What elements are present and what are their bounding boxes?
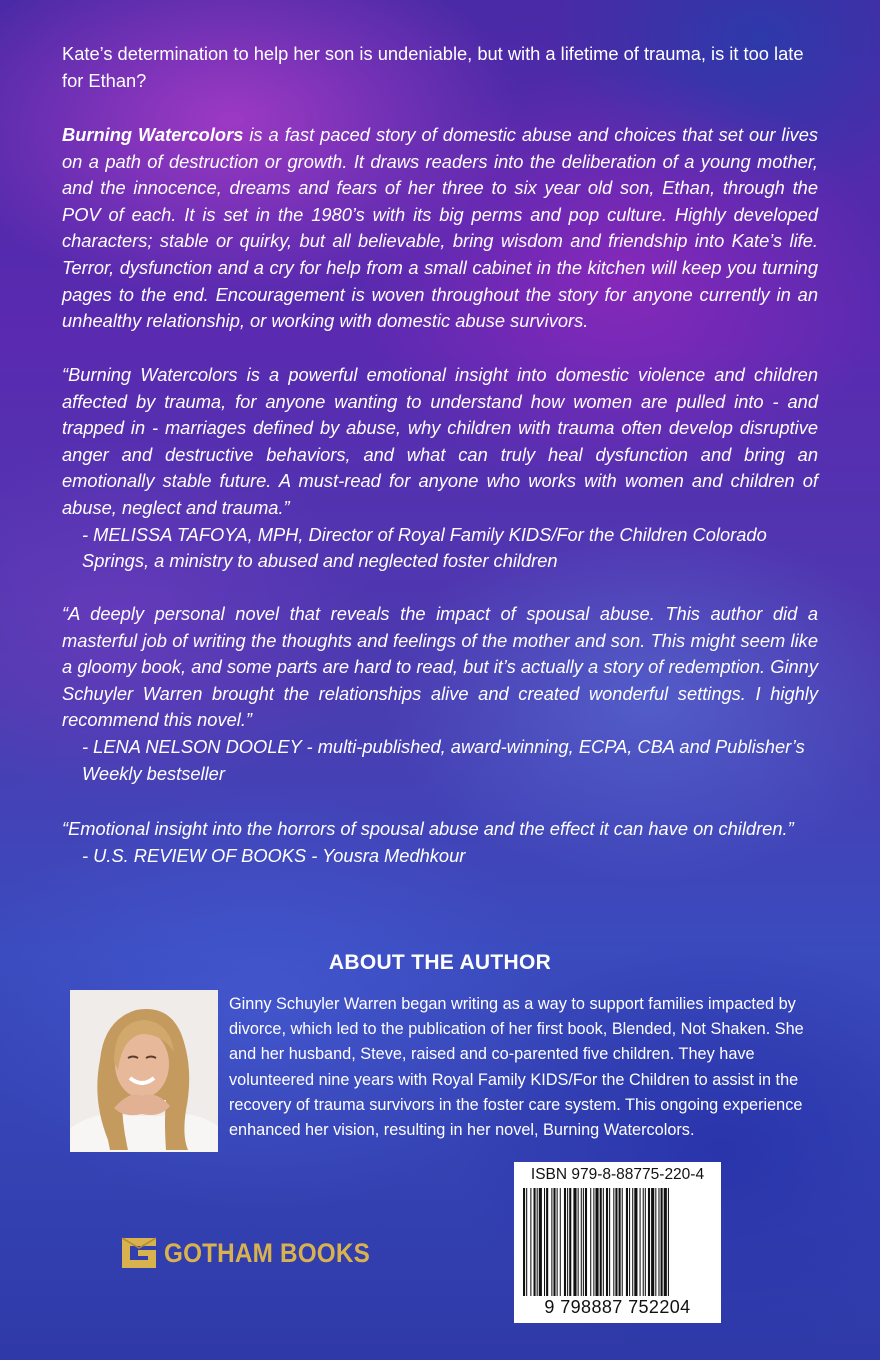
review-quote: “Emotional insight into the horrors of spousal abuse and the effect it can have on children.” [62, 818, 794, 839]
publisher-name: GOTHAM BOOKS [164, 1237, 371, 1268]
barcode-bar [629, 1188, 630, 1296]
author-bio: Ginny Schuyler Warren began writing as a way to support families impacted by divorce, which led to the publication of her first book, Blended, Not Shaken. She and her husband, Steve, raised and co-parented five children. They have volunteered nine years with Royal Family KIDS/For the Children to assist in the recovery of trauma survivors in the foster care system. This ongoing experience enhanced her vision, resulting in her novel, Burning Watercolors. [229, 995, 804, 1140]
review-attribution: - MELISSA TAFOYA, MPH, Director of Royal Family KIDS/For the Children Colorado Springs, a ministry to abused and neglected foster children [82, 523, 767, 572]
barcode-bar [523, 1188, 525, 1296]
barcode-bar [661, 1188, 663, 1296]
barcode-bar [645, 1188, 646, 1296]
barcode-digits: 9 798887 752204 [544, 1297, 691, 1317]
about-author-heading: ABOUT THE AUTHOR [328, 951, 552, 974]
barcode-bar [655, 1188, 656, 1296]
barcode-bar [573, 1188, 576, 1296]
gotham-g-logo-icon [120, 1236, 158, 1270]
barcode-bar [626, 1188, 628, 1296]
barcode-bar [593, 1188, 594, 1296]
description-paragraph [62, 122, 818, 335]
isbn-barcode [514, 1162, 721, 1323]
author-portrait-image [70, 990, 218, 1152]
barcode-bar [583, 1188, 584, 1296]
barcode-bar [603, 1188, 604, 1296]
intro-paragraph: Kate’s determination to help her son is undeniable, but with a lifetime of trauma, is it too late for Ethan? [62, 43, 804, 91]
barcode-bar [578, 1188, 579, 1296]
barcode-bar [668, 1188, 669, 1296]
barcode-bar [632, 1188, 633, 1296]
barcode-bar [664, 1188, 667, 1296]
barcode-bar [590, 1188, 591, 1296]
barcode-bar [534, 1188, 536, 1296]
review-3 [62, 816, 818, 869]
barcode-bar [643, 1188, 644, 1296]
review-attribution: - LENA NELSON DOOLEY - multi-published, award-winning, ECPA, CBA and Publisher’s Weekly bestseller [82, 735, 805, 784]
barcode-bar [553, 1188, 555, 1296]
barcode-bar [546, 1188, 548, 1296]
barcode-bar [640, 1188, 641, 1296]
barcode-bar [619, 1188, 621, 1296]
isbn-label: ISBN 979-8-88775-220-4 [530, 1166, 705, 1183]
barcode-bar [622, 1188, 623, 1296]
review-quote: “A deeply personal novel that reveals the impact of spousal abuse. This author did a masterful job of writing the thoughts and feelings of the mother and son. This might seem like a gloomy book, and some parts are hard to read, but it’s actually a story of redemption. Ginny Schuyler Warren brought the relationships alive and created wonderful settings. I highly recommend this novel.” [62, 603, 818, 731]
barcode-bar [544, 1188, 545, 1296]
barcode-bar [651, 1188, 654, 1296]
barcode-bar [551, 1188, 552, 1296]
barcode-bar [557, 1188, 558, 1296]
barcode-bars [521, 1188, 714, 1296]
barcode-bar [609, 1188, 610, 1296]
barcode-bar [569, 1188, 571, 1296]
barcode-bar [539, 1188, 542, 1296]
review-1 [62, 362, 818, 575]
barcode-bar [585, 1188, 587, 1296]
barcode-bar [658, 1188, 659, 1296]
review-2 [62, 601, 818, 787]
barcode-bar [526, 1188, 527, 1296]
publisher-logo [120, 1233, 393, 1273]
barcode-bar [537, 1188, 538, 1296]
barcode-bar [595, 1188, 598, 1296]
barcode-bar [648, 1188, 650, 1296]
barcode-bar [634, 1188, 637, 1296]
barcode-bar [615, 1188, 617, 1296]
barcode-bar [564, 1188, 566, 1296]
barcode-bar [530, 1188, 531, 1296]
barcode-bar [560, 1188, 561, 1296]
review-quote: “Burning Watercolors is a powerful emotional insight into domestic violence and children affected by trauma, for anyone wanting to understand how women are pulled into - and trapped in - marriages defined by abuse, why children with trauma often develop disruptive anger and destructive behaviors, and what can truly heal dysfunction and bring an emotionally stable future. A must-read for anyone who works with women and children of abuse, neglect and trauma.” [62, 364, 818, 518]
author-photo [70, 990, 218, 1152]
barcode-bar [600, 1188, 602, 1296]
barcode-bar [606, 1188, 608, 1296]
barcode-bar [581, 1188, 582, 1296]
description-text: is a fast paced story of domestic abuse and choices that set our lives on a path of destruction or growth. It draws readers into the deliberation of a young mother, and the innocence, dreams and fears of her three to six year old son, Ethan, through the POV of each. It is set in the 1980’s with its big perms and pop culture. Highly developed characters; stable or quirky, but all believable, bring wisdom and friendship into Kate’s life. Terror, dysfunction and a cry for help from a small cabinet in the kitchen will keep you turning pages to the end. Encouragement is woven throughout the story for anyone currently in an unhealthy relationship, or working with domestic abuse survivors. [62, 124, 818, 332]
barcode-bar [613, 1188, 614, 1296]
book-title: Burning Watercolors [62, 124, 244, 145]
barcode-bar [567, 1188, 568, 1296]
review-attribution: - U.S. REVIEW OF BOOKS - Yousra Medhkour [82, 844, 466, 866]
